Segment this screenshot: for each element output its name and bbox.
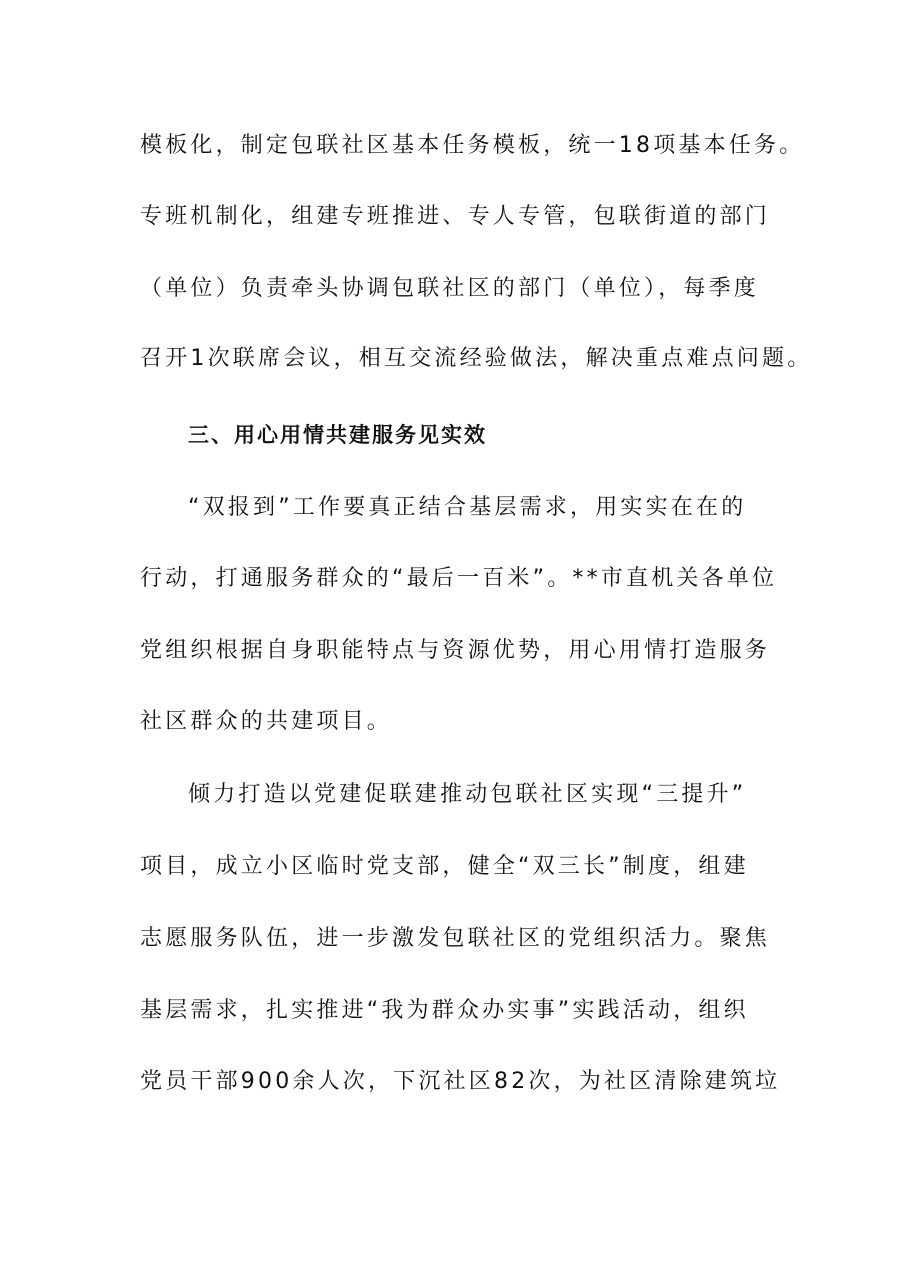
paragraph-line: 社区群众的共建项目。 bbox=[140, 709, 393, 734]
paragraph-line: （单位）负责牵头协调包联社区的部门（单位），每季度 bbox=[140, 276, 760, 301]
paragraph-line: 行动，打通服务群众的“最后一百米”。**市直机关各单位 bbox=[140, 566, 778, 591]
section-heading: 三、用心用情共建服务见实效 bbox=[188, 423, 487, 447]
paragraph-line: 专班机制化，组建专班推进、专人专管，包联街道的部门 bbox=[140, 204, 771, 229]
paragraph-line: 项目，成立小区临时党支部，健全“双三长”制度，组建 bbox=[140, 854, 749, 879]
paragraph-line: “双报到”工作要真正结合基层需求，用实实在在的 bbox=[188, 495, 747, 520]
paragraph-line: 党员干部900余人次，下沉社区82次，为社区清除建筑垃 bbox=[140, 1069, 781, 1094]
paragraph-line: 召开1次联席会议，相互交流经验做法，解决重点难点问题。 bbox=[140, 346, 813, 371]
paragraph-line: 志愿服务队伍，进一步激发包联社区的党组织活力。聚焦 bbox=[140, 926, 771, 951]
paragraph-line: 模板化，制定包联社区基本任务模板，统一18项基本任务。 bbox=[140, 133, 805, 158]
paragraph-line: 倾力打造以党建促联建推动包联社区实现“三提升” bbox=[188, 782, 747, 807]
paragraph-line: 党组织根据自身职能特点与资源优势，用心用情打造服务 bbox=[140, 638, 771, 663]
paragraph-line: 基层需求，扎实推进“我为群众办实事”实践活动，组织 bbox=[140, 998, 749, 1023]
